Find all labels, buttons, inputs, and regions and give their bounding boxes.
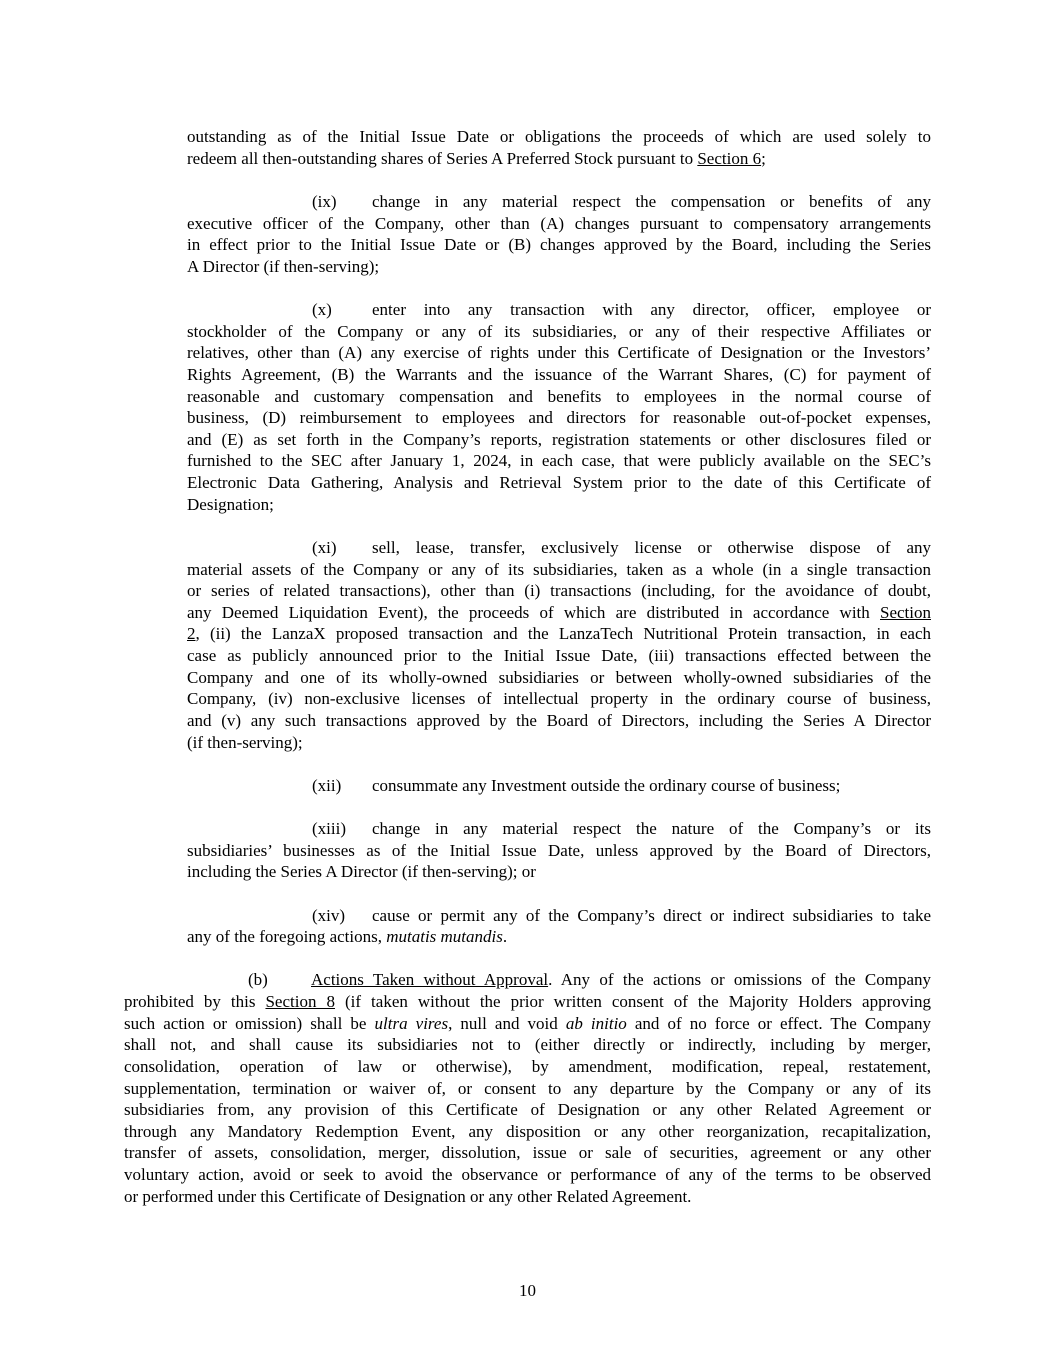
text-line [124,1099,931,1121]
text-line [187,559,931,581]
text-line [187,407,931,429]
paragraph [187,126,931,169]
text-line [187,580,931,602]
section-reference: Section 6 [697,148,762,168]
text-line [187,775,931,797]
text-segment: Electronic Data Gathering, Analysis and Retrieval System prior to the date of this Certificate of [187,473,931,492]
clause-label: (ix) [312,191,337,211]
text-line [187,429,931,451]
text-segment: executive officer of the Company, other than (A) changes pursuant to compensatory arrangements [187,213,931,233]
text-line [124,991,931,1013]
text-line [187,667,931,689]
text-line [124,1013,931,1035]
text-line [187,926,931,948]
text-segment: in effect prior to the Initial Issue Date or (B) changes approved by the Board, including the Series [187,235,931,255]
clause-xii [187,775,931,797]
text-segment: Company, (iv) non-exclusive licenses of intellectual property in the ordinary course of business, [187,689,931,709]
text-segment: material assets of the Company or any of its subsidiaries, taken as a whole (in a single transaction [187,559,931,579]
text-segment: any of the foregoing actions, [187,927,387,947]
text-segment: , null and void [448,1013,566,1033]
text-line [187,905,931,927]
page-number: 10 [519,1281,536,1300]
text-segment: such action or omission) shall be [124,1013,375,1033]
text-segment: furnished to the SEC after January 1, 2024, in each case, that were publicly available on the SEC’s [187,451,931,471]
clause-text [372,775,931,797]
text-segment: stockholder of the Company or any of its subsidiaries, or any of their respective Affiliates or [187,321,931,341]
clause-label: (xii) [312,775,342,795]
text-segment: transfer of assets, consolidation, merger, dissolution, issue or sale of securities, agreement or any other [124,1143,931,1163]
text-segment: voluntary action, avoid or seek to avoid the observance or performance of any of the terms to be observed [124,1165,931,1184]
text-segment: cause or permit any of the Company’s direct or indirect subsidiaries to take [372,905,931,925]
text-segment: relatives, other than (A) any exercise of rights under this Certificate of Designation or the Investors’ [187,343,931,363]
italic-term: mutatis mutandis [386,927,503,947]
text-line [124,1034,931,1056]
clause-label: (xiii) [312,819,346,838]
text-segment: enter into any transaction with any director, officer, employee or [372,300,931,319]
clause-xiii [187,818,931,883]
text-line [124,1056,931,1078]
text-segment: sell, lease, transfer, exclusively license or otherwise dispose of any [372,537,931,557]
text-segment: change in any material respect the compensation or benefits of any [372,191,931,211]
text-segment: subsidiaries from, any provision of this Certificate of Designation or any other Related Agreement or [124,1100,931,1120]
section-reference: 2 [187,624,196,644]
text-line [187,148,931,170]
italic-term: ab initio [565,1013,627,1033]
clause-text [311,969,931,991]
text-segment: and (v) any such transactions approved by the Board of Directors, including the Series A Director [187,710,931,730]
text-line [187,861,931,883]
text-segment: shall not, and shall cause its subsidiaries not to (either directly or indirectly, including by merger, [124,1035,931,1055]
text-segment: change in any material respect the nature of the Company’s or its [372,819,931,838]
text-line [124,1121,931,1143]
text-line [187,213,931,235]
text-segment: (if taken without the prior written consent of the Majority Holders approving [334,992,931,1011]
text-line [187,342,931,364]
text-segment: Company and one of its wholly-owned subsidiaries or between wholly-owned subsidiaries of the [187,667,931,687]
document-body [0,126,1055,1229]
text-segment: A Director (if then-serving); [187,256,380,276]
text-segment: any Deemed Liquidation Event), the proceeds of which are distributed in accordance with [187,602,880,622]
text-segment: . [502,927,508,947]
section-reference: Actions Taken without Approval [311,970,549,990]
text-segment: redeem all then-outstanding shares of Series A Preferred Stock pursuant to [187,148,698,168]
text-line [187,537,931,559]
text-line [187,256,931,278]
text-segment: business, (D) reimbursement to employees and directors for reasonable out-of-pocket expenses, [187,408,931,428]
text-segment: (if then-serving); [187,732,303,752]
text-line [187,386,931,408]
clause-label: (xiv) [312,905,346,925]
clause-text [372,299,931,321]
text-line [187,321,931,343]
clause-label: (xi) [312,537,337,557]
clause-label: (b) [248,970,268,990]
text-line [187,602,931,624]
text-segment: Designation; [187,494,274,514]
text-line [187,191,931,213]
text-line [187,840,931,862]
text-segment: and of no force or effect. The Company [626,1013,932,1033]
text-line [187,732,931,754]
clause-label: (x) [312,300,332,319]
text-segment: Rights Agreement, (B) the Warrants and the issuance of the Warrant Shares, (C) for payment of [187,364,931,384]
text-line [187,645,931,667]
clause-text [372,191,931,213]
clause-ix [187,191,931,278]
clause-text [372,905,931,927]
text-line [124,1142,931,1164]
clause-b [124,969,931,1207]
text-line [187,364,931,386]
italic-term: ultra vires [374,1013,449,1033]
text-segment: through any Mandatory Redemption Event, any disposition or any other reorganization, recapitalization, [124,1121,931,1141]
text-segment: consummate any Investment outside the ordinary course of business; [372,775,841,795]
text-segment: prohibited by this [124,992,266,1011]
text-line [187,472,931,494]
text-line [124,969,931,991]
text-line [124,1078,931,1100]
clause-xi [187,537,931,753]
text-line [187,710,931,732]
text-segment: supplementation, termination or waiver of, or consent to any departure by the Company or any of its [124,1078,931,1098]
text-line [187,299,931,321]
text-segment: consolidation, operation of law or otherwise), by amendment, modification, repeal, restatement, [124,1056,931,1076]
text-line [187,623,931,645]
text-segment: , (ii) the LanzaX proposed transaction and the LanzaTech Nutritional Protein transaction, in each [195,624,931,644]
text-segment: case as publicly announced prior to the Initial Issue Date, (iii) transactions effected between the [187,646,931,665]
text-segment: and (E) as set forth in the Company’s reports, registration statements or other disclosures filed or [187,429,931,449]
text-line [124,1186,931,1208]
clause-x [187,299,931,515]
text-line [187,494,931,516]
text-line [187,450,931,472]
text-segment: outstanding as of the Initial Issue Date or obligations the proceeds of which are used solely to [187,127,931,146]
clause-text [372,818,931,840]
text-line [187,688,931,710]
text-segment: . Any of the actions or omissions of the Company [548,970,931,990]
text-segment: or performed under this Certificate of Designation or any other Related Agreement. [124,1186,692,1206]
text-line [187,818,931,840]
text-segment: ; [761,148,766,168]
text-segment: subsidiaries’ businesses as of the Initial Issue Date, unless approved by the Board of Directors, [187,840,931,860]
clause-xiv [187,905,931,948]
text-line [187,234,931,256]
text-segment: including the Series A Director (if then-serving); or [187,862,536,882]
text-segment: reasonable and customary compensation and benefits to employees in the normal course of [187,386,931,406]
text-segment: or series of related transactions), other than (i) transactions (including, for the avoidance of doubt, [187,581,931,601]
section-reference: Section [880,602,931,622]
clause-text [372,537,931,559]
section-reference: Section 8 [265,992,335,1011]
text-line [124,1164,931,1186]
text-line [187,126,931,148]
